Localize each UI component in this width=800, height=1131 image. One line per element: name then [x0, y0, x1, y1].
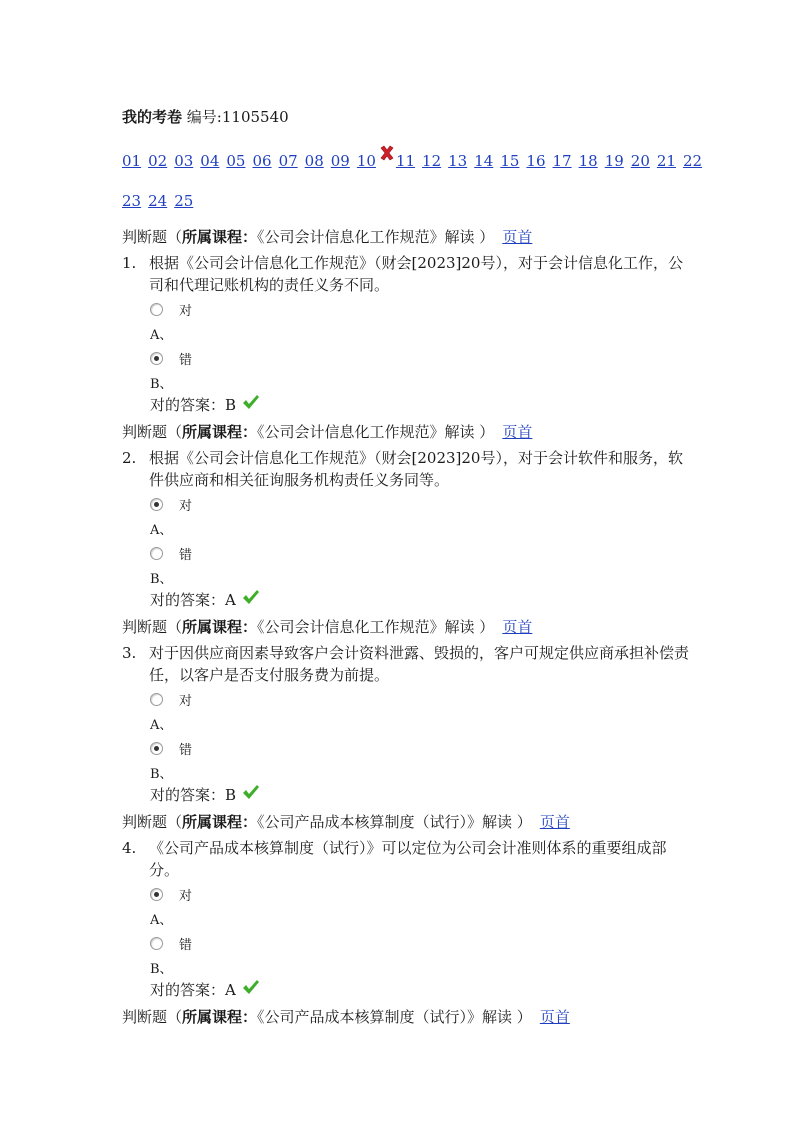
course-name: 《公司会计信息化工作规范》解读 ） — [257, 228, 495, 246]
nav-link-19[interactable]: 19 — [604, 152, 624, 170]
question-number: 1. — [122, 254, 137, 272]
nav-link-03[interactable]: 03 — [174, 152, 194, 170]
nav-link-06[interactable]: 06 — [252, 152, 272, 170]
question-header — [122, 421, 532, 442]
nav-link-09[interactable]: 09 — [330, 152, 350, 170]
nav-link-01[interactable]: 01 — [122, 152, 142, 170]
question-header — [122, 811, 570, 832]
correct-answer-text: 对的答案：B — [150, 396, 237, 414]
question-type: 判断题（ — [122, 1008, 183, 1026]
nav-link-18[interactable]: 18 — [578, 152, 598, 170]
option-a[interactable] — [150, 690, 192, 709]
option-b-label: 错 — [179, 353, 193, 368]
course-label: 所属课程： — [182, 423, 258, 441]
question-nav-row-1 — [122, 150, 709, 170]
option-b[interactable] — [150, 349, 192, 368]
question-3 — [122, 642, 692, 686]
nav-link-25[interactable]: 25 — [174, 192, 194, 210]
question-text: 《公司产品成本核算制度（试行）》可以定位为公司会计准则体系的重要组成部分。 — [149, 839, 667, 879]
check-icon — [242, 393, 260, 411]
check-icon — [242, 978, 260, 996]
course-label: 所属课程： — [182, 1008, 258, 1026]
question-4 — [122, 837, 692, 881]
nav-link-21[interactable]: 21 — [656, 152, 676, 170]
question-header — [122, 1006, 570, 1027]
radio-a[interactable] — [150, 498, 163, 511]
back-to-top-link[interactable]: 页首 — [502, 423, 533, 441]
course-name: 《公司产品成本核算制度（试行）》解读 ） — [257, 1008, 532, 1026]
check-icon — [242, 588, 260, 606]
question-number: 3. — [122, 644, 137, 662]
option-a[interactable] — [150, 300, 192, 319]
option-letter-b: B、 — [150, 377, 173, 392]
option-b[interactable] — [150, 934, 192, 953]
option-a[interactable] — [150, 495, 192, 514]
correct-answer — [150, 979, 260, 1000]
question-text: 根据《公司会计信息化工作规范》（财会[2023]20号），对于会计信息化工作，公司和代理记账机构的责任义务不同。 — [149, 254, 683, 294]
nav-link-17[interactable]: 17 — [552, 152, 572, 170]
nav-link-13[interactable]: 13 — [448, 152, 468, 170]
option-b[interactable] — [150, 544, 192, 563]
nav-link-16[interactable]: 16 — [526, 152, 546, 170]
back-to-top-link[interactable]: 页首 — [539, 1008, 570, 1026]
correct-answer — [150, 394, 260, 415]
question-type: 判断题（ — [122, 228, 183, 246]
radio-b[interactable] — [150, 352, 163, 365]
nav-link-08[interactable]: 08 — [304, 152, 324, 170]
question-text: 对于因供应商因素导致客户会计资料泄露、毁损的，客户可规定供应商承担补偿责任，以客户是否支付服务费为前提。 — [149, 644, 690, 684]
question-number: 4. — [122, 839, 137, 857]
option-a-label: 对 — [179, 304, 193, 319]
check-icon — [242, 783, 260, 801]
exam-title — [122, 106, 289, 127]
nav-link-20[interactable]: 20 — [630, 152, 650, 170]
radio-b[interactable] — [150, 547, 163, 560]
nav-link-07[interactable]: 07 — [278, 152, 298, 170]
radio-b[interactable] — [150, 742, 163, 755]
radio-a[interactable] — [150, 303, 163, 316]
question-text: 根据《公司会计信息化工作规范》（财会[2023]20号），对于会计软件和服务，软件供应商和相关征询服务机构责任义务同等。 — [149, 449, 683, 489]
course-name: 《公司会计信息化工作规范》解读 ） — [257, 618, 495, 636]
nav-link-10[interactable]: 10 — [356, 152, 376, 170]
nav-link-04[interactable]: 04 — [200, 152, 220, 170]
question-type: 判断题（ — [122, 618, 183, 636]
option-letter-a: A、 — [150, 523, 173, 538]
question-2 — [122, 447, 692, 491]
course-label: 所属课程： — [182, 813, 258, 831]
nav-link-02[interactable]: 02 — [148, 152, 168, 170]
option-a-label: 对 — [179, 499, 193, 514]
nav-link-23[interactable]: 23 — [122, 192, 142, 210]
nav-link-12[interactable]: 12 — [422, 152, 442, 170]
option-a-label: 对 — [179, 889, 193, 904]
question-number: 2. — [122, 449, 137, 467]
radio-a[interactable] — [150, 888, 163, 901]
option-letter-b: B、 — [150, 572, 173, 587]
course-name: 《公司产品成本核算制度（试行）》解读 ） — [257, 813, 532, 831]
nav-link-15[interactable]: 15 — [500, 152, 520, 170]
option-b-label: 错 — [179, 548, 193, 563]
nav-link-05[interactable]: 05 — [226, 152, 246, 170]
option-letter-a: A、 — [150, 328, 173, 343]
back-to-top-link[interactable]: 页首 — [539, 813, 570, 831]
question-1 — [122, 252, 692, 296]
option-b-label: 错 — [179, 938, 193, 953]
option-letter-a: A、 — [150, 913, 173, 928]
question-type: 判断题（ — [122, 423, 183, 441]
option-b[interactable] — [150, 739, 192, 758]
nav-link-14[interactable]: 14 — [474, 152, 494, 170]
correct-answer-text: 对的答案：A — [150, 981, 236, 999]
nav-link-24[interactable]: 24 — [148, 192, 168, 210]
wrong-x-icon — [379, 145, 395, 161]
option-a[interactable] — [150, 885, 192, 904]
radio-b[interactable] — [150, 937, 163, 950]
option-letter-b: B、 — [150, 962, 173, 977]
radio-a[interactable] — [150, 693, 163, 706]
course-name: 《公司会计信息化工作规范》解读 ） — [257, 423, 495, 441]
question-header — [122, 616, 532, 637]
course-label: 所属课程： — [182, 618, 258, 636]
option-letter-b: B、 — [150, 767, 173, 782]
question-nav-row-2 — [122, 192, 200, 210]
option-a-label: 对 — [179, 694, 193, 709]
course-label: 所属课程： — [182, 228, 258, 246]
question-type: 判断题（ — [122, 813, 183, 831]
exam-code: 编号:1105540 — [186, 108, 289, 126]
page-title: 我的考卷 — [122, 108, 183, 126]
back-to-top-link[interactable]: 页首 — [502, 228, 533, 246]
correct-answer — [150, 784, 260, 805]
correct-answer-text: 对的答案：B — [150, 786, 237, 804]
option-letter-a: A、 — [150, 718, 173, 733]
correct-answer-text: 对的答案：A — [150, 591, 236, 609]
correct-answer — [150, 589, 260, 610]
back-to-top-link[interactable]: 页首 — [502, 618, 533, 636]
question-header — [122, 226, 532, 247]
option-b-label: 错 — [179, 743, 193, 758]
nav-link-22[interactable]: 22 — [682, 152, 703, 170]
nav-link-11[interactable]: 11 — [395, 152, 416, 170]
